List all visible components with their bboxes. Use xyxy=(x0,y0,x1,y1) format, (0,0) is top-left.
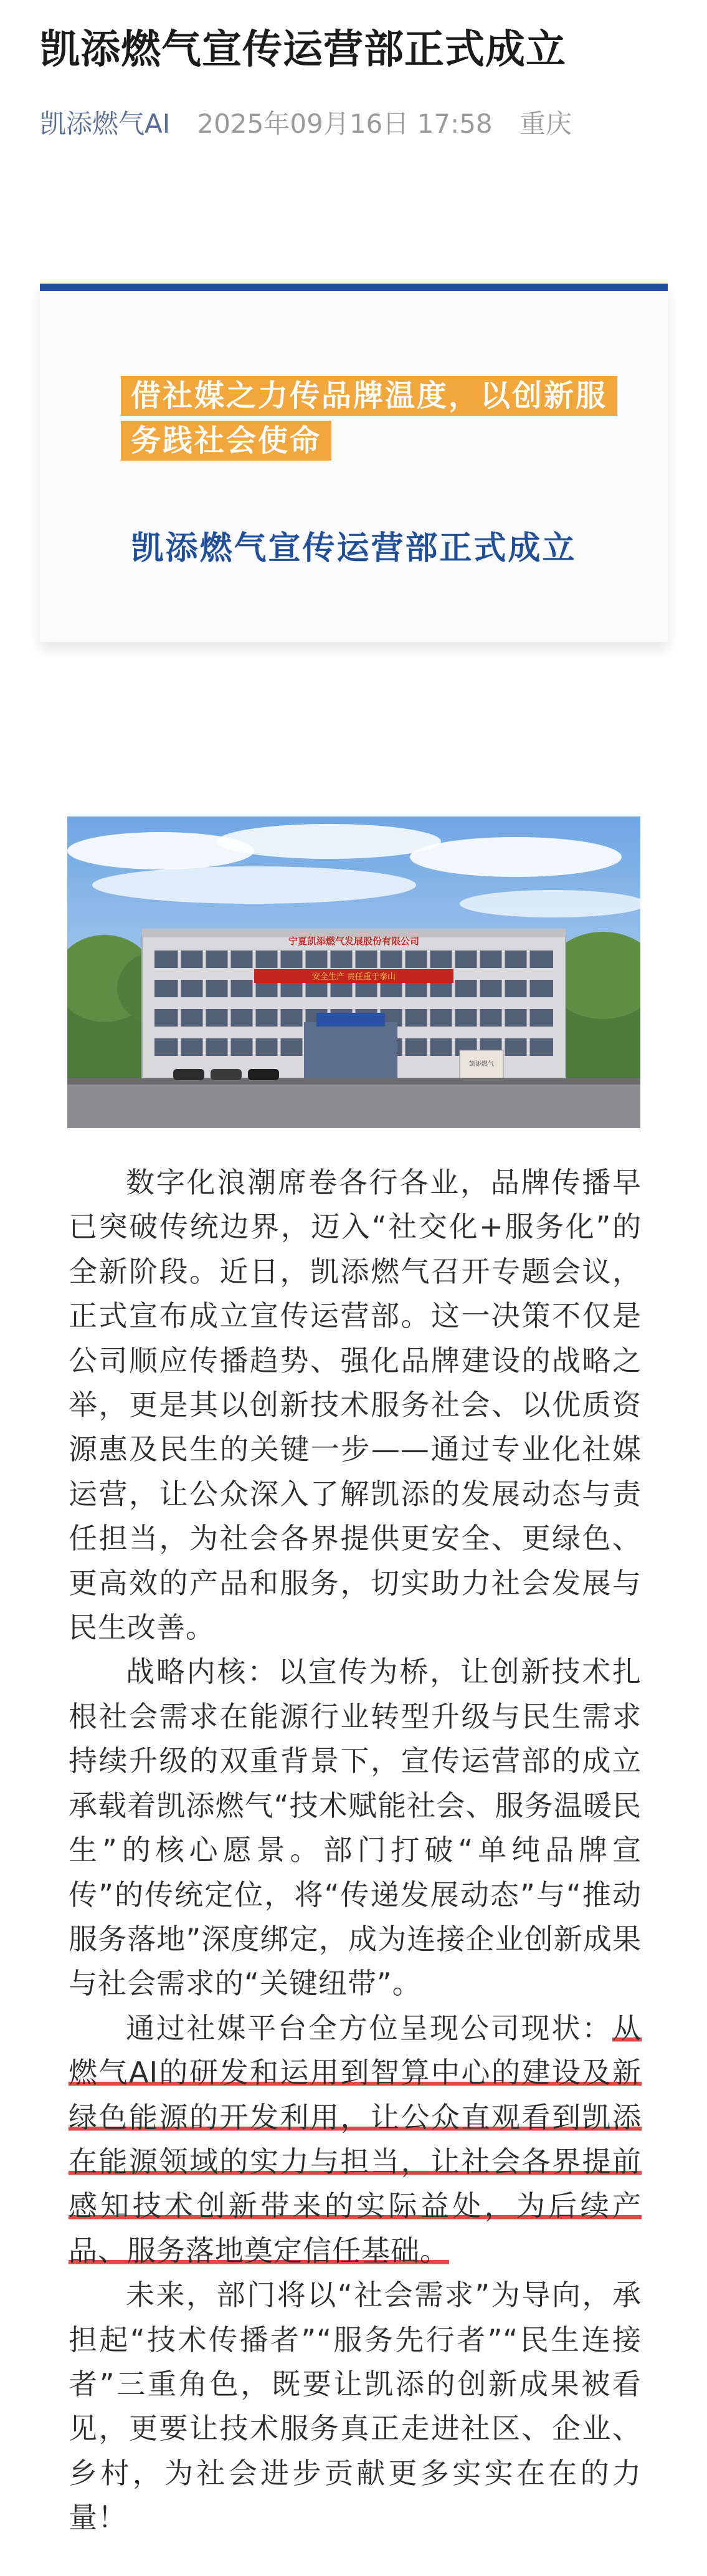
author-link[interactable]: 凯添燃气AI xyxy=(40,108,171,139)
publish-location: 重庆 xyxy=(520,108,572,139)
paragraph-2: 战略内核：以宣传为桥，让创新技术扎根社会需求在能源行业转型升级与民生需求持续升级的双重背景下，宣传运营部的成立承载着凯添燃气“技术赋能社会、服务温暖民生”的核心愿景。部门打破“单纯品牌宣传”的传统定位，将“传递发展动态”与“推动服务落地”深度绑定，成为连接企业创新成果与社会需求的“关键纽带”。 xyxy=(69,1655,642,2001)
building-banner-text: 安全生产 责任重于泰山 xyxy=(311,972,396,982)
banner-slogan xyxy=(121,373,613,463)
paragraph-3-lead: 通过社媒平台全方位呈现公司现状： xyxy=(126,2011,612,2045)
banner-subtitle: 凯添燃气宣传运营部正式成立 xyxy=(131,530,577,567)
building-illustration xyxy=(67,816,640,1128)
paragraph-3 xyxy=(69,2006,642,2273)
gate-sign: 凯添燃气 xyxy=(469,1061,494,1068)
paragraph-3-highlight: 从燃气AI的研发和运用到智算中心的建设及新绿色能源的开发利用，让公众直观看到凯添在能源领域的实力与担当，让社会各界提前感知技术创新带来的实际益处，为后续产品、服务落地奠定信任基础。 xyxy=(69,2011,642,2267)
paragraph-1: 数字化浪潮席卷各行各业，品牌传播早已突破传统边界，迈入“社交化+服务化”的全新阶段。近日，凯添燃气召开专题会议，正式宣布成立宣传运营部。这一决策不仅是公司顺应传播趋势、强化品牌建设的战略之举，更是其以创新技术服务社会、以优质资源惠及民生的关键一步——通过专业化社媒运营，让公众深入了解凯添的发展动态与责任担当，为社会各界提供更安全、更绿色、更高效的产品和服务，切实助力社会发展与民生改善。 xyxy=(69,1166,642,1645)
article-title: 凯添燃气宣传运营部正式成立 xyxy=(40,27,566,73)
banner-slogan-text: 借社媒之力传品牌温度，以创新服务践社会使命 xyxy=(121,376,617,461)
paragraph-4: 未来，部门将以“社会需求”为导向，承担起“技术传播者”“服务先行者”“民生连接者”三重角色，既要让凯添的创新成果被看见，更要让技术服务真正走进社区、企业、乡村，为社会进步贡献更多实实在在的力量！ xyxy=(69,2278,642,2535)
building-sign: 宁夏凯添燃气发展股份有限公司 xyxy=(288,936,420,947)
article-meta xyxy=(40,108,591,139)
company-building-photo xyxy=(67,816,640,1128)
article-body xyxy=(69,1161,642,2540)
header-banner xyxy=(40,284,668,642)
publish-datetime: 2025年09月16日 17:58 xyxy=(197,108,493,139)
